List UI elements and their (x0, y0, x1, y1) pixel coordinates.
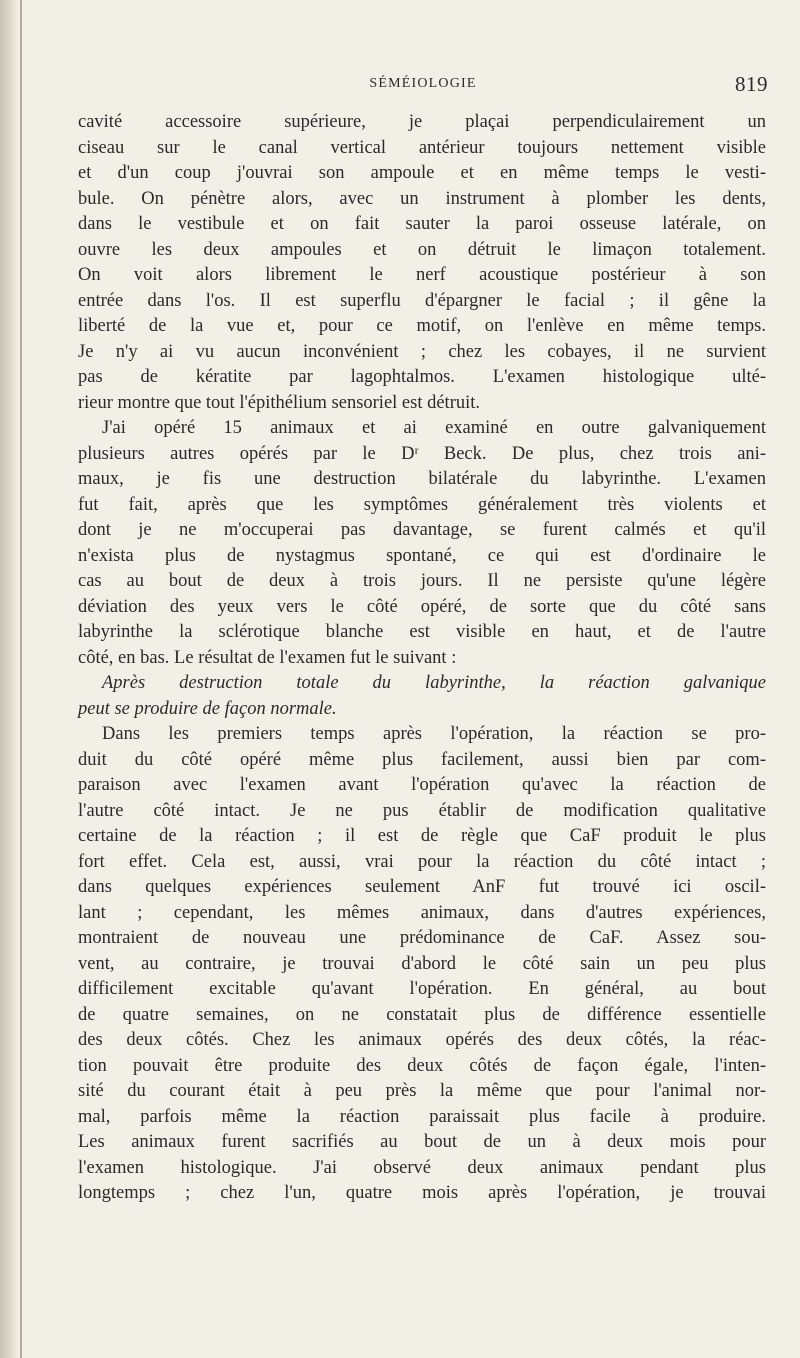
text-line: lant ; cependant, les mêmes animaux, dans d'autres expériences, (78, 902, 766, 923)
text-line: dans quelques expériences seulement AnF fut trouvé ici oscil- (78, 877, 766, 897)
text-line: côté, en bas. Le résultat de l'examen fut le suivant : (78, 647, 457, 668)
text-line: tion pouvait être produite des deux côtés de façon égale, l'inten- (78, 1055, 766, 1076)
text-line: fort effet. Cela est, aussi, vrai pour la réaction du côté intact ; (78, 851, 766, 872)
text-line: cavité accessoire supérieure, je plaçai perpendiculairement un (78, 112, 766, 132)
page-number: 819 (735, 72, 768, 96)
text-line: labyrinthe la sclérotique blanche est visible en haut, et de l'autre (78, 622, 766, 642)
text-line: l'autre côté intact. Je ne pus établir de modification qualitative (78, 800, 766, 821)
text-line: cas au bout de deux à trois jours. Il ne persiste qu'une légère (78, 571, 766, 591)
text-line: duit du côté opéré même plus facilement, aussi bien par com- (78, 749, 766, 770)
text-line: liberté de la vue et, pour ce motif, on l'enlève en même temps. (78, 316, 766, 336)
text-line: sité du courant était à peu près la même que pour l'animal nor- (78, 1081, 766, 1101)
text-line: montraient de nouveau une prédominance de CaF. Assez sou- (78, 928, 766, 948)
text-line: et d'un coup j'ouvrai son ampoule et en même temps le vesti- (78, 163, 766, 183)
text-line: dans le vestibule et on fait sauter la paroi osseuse latérale, on (78, 214, 766, 234)
text-line: bule. On pénètre alors, avec un instrument à plomber les dents, (78, 188, 766, 209)
text-line: de quatre semaines, on ne constatait plus de différence essentielle (78, 1004, 766, 1025)
text-line: ciseau sur le canal vertical antérieur toujours nettement visible (78, 137, 766, 158)
text-line: On voit alors librement le nerf acoustique postérieur à son (78, 265, 766, 285)
italic-finding-line: Après destruction totale du labyrinthe, la réaction galvanique (102, 673, 766, 693)
text-line: vent, au contraire, je trouvai d'abord le côté sain un peu plus (78, 953, 766, 974)
text-line: pas de kératite par lagophtalmos. L'examen histologique ulté- (78, 367, 766, 387)
text-line: dont je ne m'occuperai pas davantage, se furent calmés et qu'il (78, 520, 766, 540)
text-line: fut fait, après que les symptômes généralement très violents et (78, 494, 766, 515)
text-line: rieur montre que tout l'épithélium sensoriel est détruit. (78, 392, 481, 413)
text-line: paraison avec l'examen avant l'opération qu'avec la réaction de (78, 775, 766, 795)
text-line: maux, je fis une destruction bilatérale du labyrinthe. L'examen (78, 469, 766, 489)
running-title: SÉMÉIOLOGIE (369, 76, 477, 91)
page-header (78, 72, 768, 102)
text-line: entrée dans l'os. Il est superflu d'épargner le facial ; il gêne la (78, 290, 766, 311)
text-line: n'exista plus de nystagmus spontané, ce qui est d'ordinaire le (78, 545, 766, 566)
text-line: ouvre les deux ampoules et on détruit le limaçon totalement. (78, 239, 766, 260)
page-binding-line (20, 0, 22, 1358)
text-line: l'examen histologique. J'ai observé deux animaux pendant plus (78, 1157, 766, 1178)
text-line: longtemps ; chez l'un, quatre mois après l'opération, je trouvai (78, 1183, 766, 1203)
text-line: mal, parfois même la réaction paraissait plus facile à produire. (78, 1106, 766, 1127)
text-line: des deux côtés. Chez les animaux opérés des deux côtés, la réac- (78, 1030, 766, 1050)
text-line: Les animaux furent sacrifiés au bout de un à deux mois pour (78, 1132, 766, 1152)
text-line: déviation des yeux vers le côté opéré, de sorte que du côté sans (78, 596, 766, 617)
text-line: plusieurs autres opérés par le Dʳ Beck. De plus, chez trois ani- (78, 443, 766, 464)
text-line: difficilement excitable qu'avant l'opération. En général, au bout (78, 979, 766, 999)
text-line: Dans les premiers temps après l'opération, la réaction se pro- (102, 724, 766, 744)
body-text (78, 110, 766, 1207)
page-binding-edge (0, 0, 18, 1358)
text-line: certaine de la réaction ; il est de règle que CaF produit le plus (78, 826, 766, 846)
text-line: Je n'y ai vu aucun inconvénient ; chez les cobayes, il ne survient (78, 341, 766, 362)
text-line: J'ai opéré 15 animaux et ai examiné en outre galvaniquement (102, 418, 766, 438)
italic-finding-line: peut se produire de façon normale. (78, 698, 337, 719)
